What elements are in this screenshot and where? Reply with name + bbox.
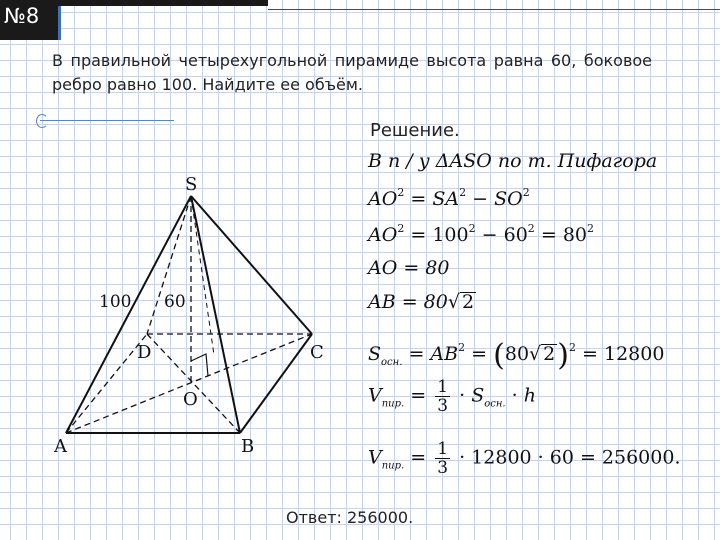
edge-sc [191,196,312,334]
formula-base-area: $S_{осн.} = AB^2 = (80√$ 2)$^2$ = 12800 [368,338,665,373]
edge-ad [66,334,147,433]
answer-text: Ответ: 256000. [286,508,414,527]
problem-number: №8 [4,4,40,28]
edge-sa [66,196,191,433]
vertex-label-s: S [185,174,198,195]
height-label: 60 [164,292,186,312]
segment-so-extra [191,196,214,355]
vertex-label-a: A [54,436,67,457]
solution-step-pythagoras: В п / у ΔASO по т. Пифагора [368,150,658,172]
solution-heading: Решение. [370,120,460,141]
formula-ao-calc: $AO^2 = 100^2 - 60^2 = 80^2$ [368,222,594,246]
edge-bc [240,334,312,433]
formula-ab: AB = 80√ 2 [368,291,475,313]
sqrt-symbol: √ 2 [447,291,475,313]
formula-volume-calc: $V_{пир.}$ = $\frac{1}{3}$ · 12800 · 60 = 256000. [368,439,681,478]
formula-ao-squared: $AO^2 = SA^2 - SO^2$ [368,186,530,210]
formula-volume: $V_{пир.}$ = $\frac{1}{3}$ · $S_{осн.} \cdot h$ [368,377,536,416]
fraction-one-third: $\frac{1}{3}$ [437,377,449,416]
vertex-label-b: B [241,436,255,457]
vertex-label-d: D [137,342,152,363]
vertex-label-o: O [183,389,198,410]
formula-ao-result: AO = 80 [368,257,450,279]
edge-sb [191,196,240,433]
problem-statement: В правильной четырехугольной пирамиде высота равна 60, боковое ребро равно 100. Найдите ее объём. [52,51,652,94]
edge-length-label: 100 [99,292,132,312]
diagonal-db [147,334,240,433]
vertex-label-c: C [310,342,324,363]
right-angle-mark [191,354,208,376]
